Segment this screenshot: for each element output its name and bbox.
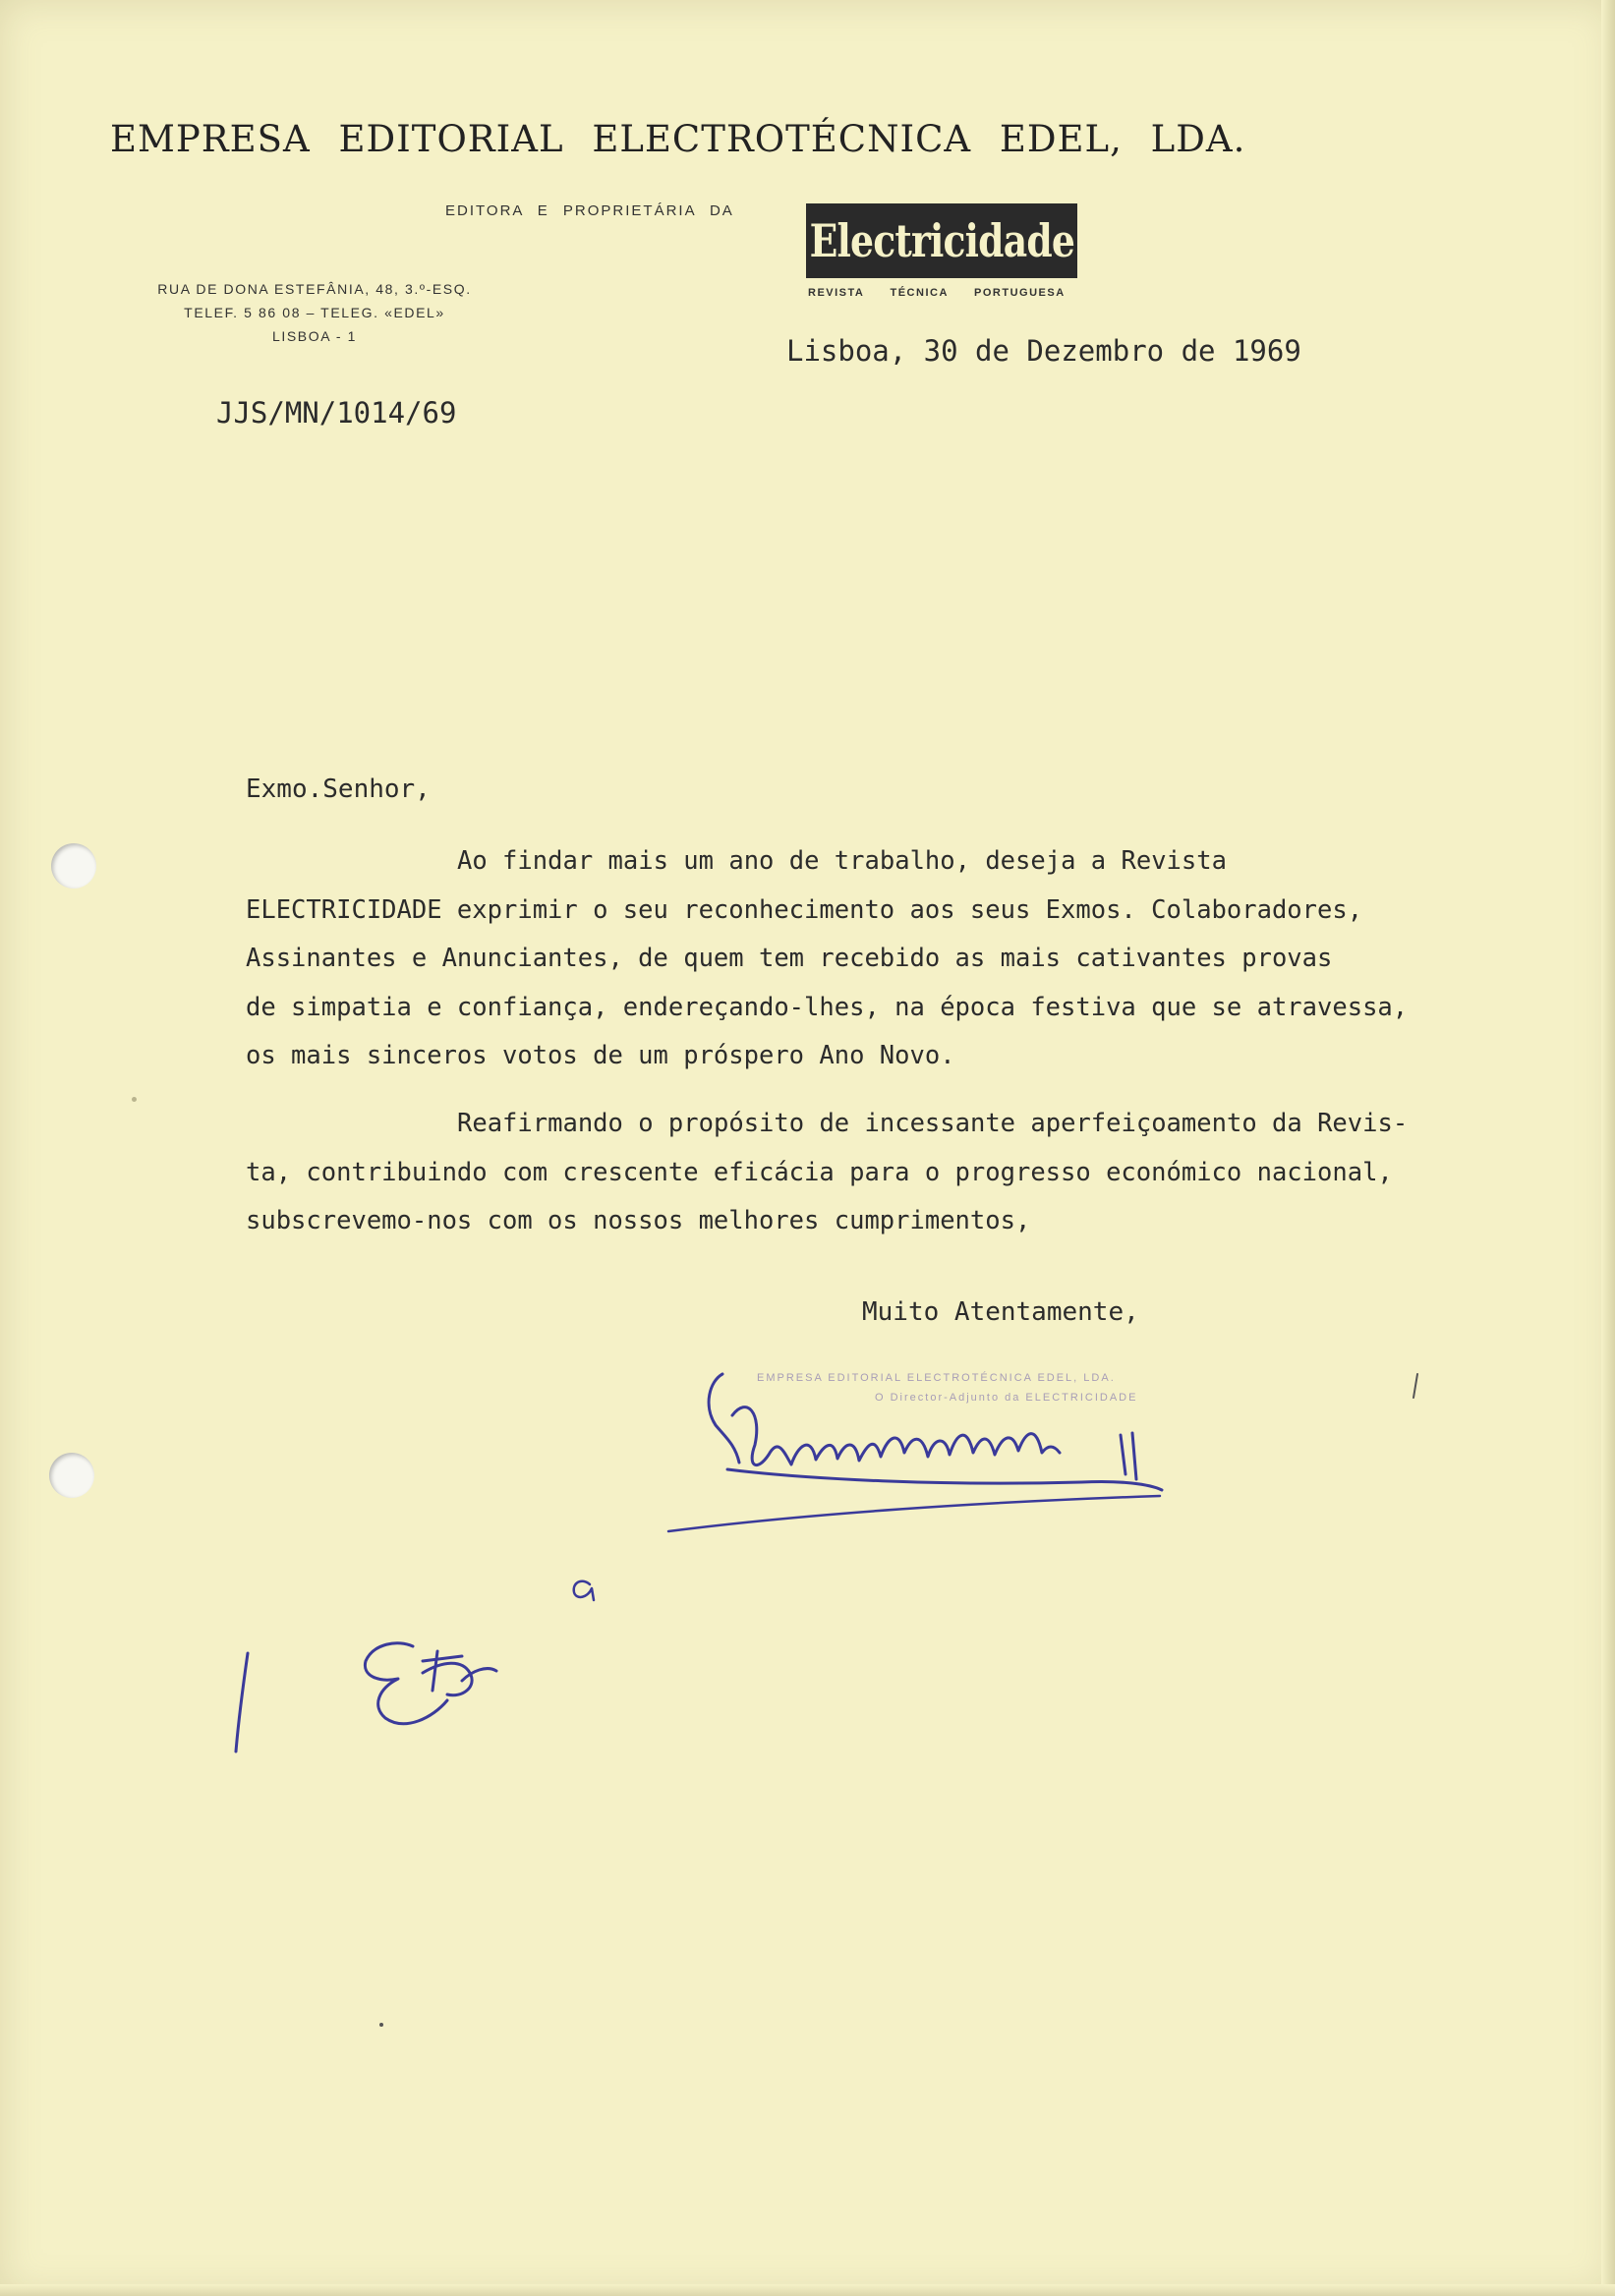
address-line: TELEF. 5 86 08 – TELEG. «EDEL» [184,305,445,320]
signature-stroke [732,1407,1060,1465]
body-line: os mais sinceros votos de um próspero Ano Novo. [246,1041,955,1070]
company-name: EMPRESA EDITORIAL ELECTROTÉCNICA EDEL, LDA. [110,118,1246,160]
address-line: RUA DE DONA ESTEFÂNIA, 48, 3.º-ESQ. [157,281,472,297]
body-line: subscrevemo-nos com os nossos melhores cumprimentos, [246,1206,1031,1235]
closing: Muito Atentamente, [862,1297,1139,1327]
letter-reference: JJS/MN/1014/69 [216,396,457,430]
stamp-line: EMPRESA EDITORIAL ELECTROTÉCNICA EDEL, LDA. [757,1372,1116,1384]
logo-text: Electricidade [809,214,1074,267]
signature-stroke [1121,1433,1136,1479]
signature-stroke [668,1496,1160,1531]
signature-stroke [709,1374,739,1463]
annotation-stroke [574,1581,594,1600]
annotation-stroke [365,1643,447,1724]
signature-stroke [727,1469,1162,1490]
salutation: Exmo.Senhor, [246,775,431,804]
body-line: de simpatia e confiança, endereçando-lhes, na época festiva que se atravessa, [246,992,1409,1022]
body-line: Ao findar mais um ano de trabalho, deseja a Revista [457,846,1227,876]
body-line: ELECTRICIDADE exprimir o seu reconhecimento aos seus Exmos. Colaboradores, [246,894,1363,925]
publisher-line: EDITORA E PROPRIETÁRIA DA [445,202,734,219]
address-line: LISBOA - 1 [271,328,358,344]
body-line: Reafirmando o propósito de incessante aperfeiçoamento da Revis- [457,1109,1409,1138]
signature-stroke [1413,1374,1417,1398]
annotation-stroke [236,1653,248,1751]
body-line: Assinantes e Anunciantes, de quem tem recebido as mais cativantes provas [246,944,1333,973]
stamp-line: O Director-Adjunto da ELECTRICIDADE [875,1392,1138,1404]
letter-date: Lisboa, 30 de Dezembro de 1969 [786,334,1301,368]
logo-subtitle: REVISTA TÉCNICA PORTUGUESA [808,287,1066,299]
body-line: ta, contribuindo com crescente eficácia para o progresso económico nacional, [246,1157,1393,1187]
